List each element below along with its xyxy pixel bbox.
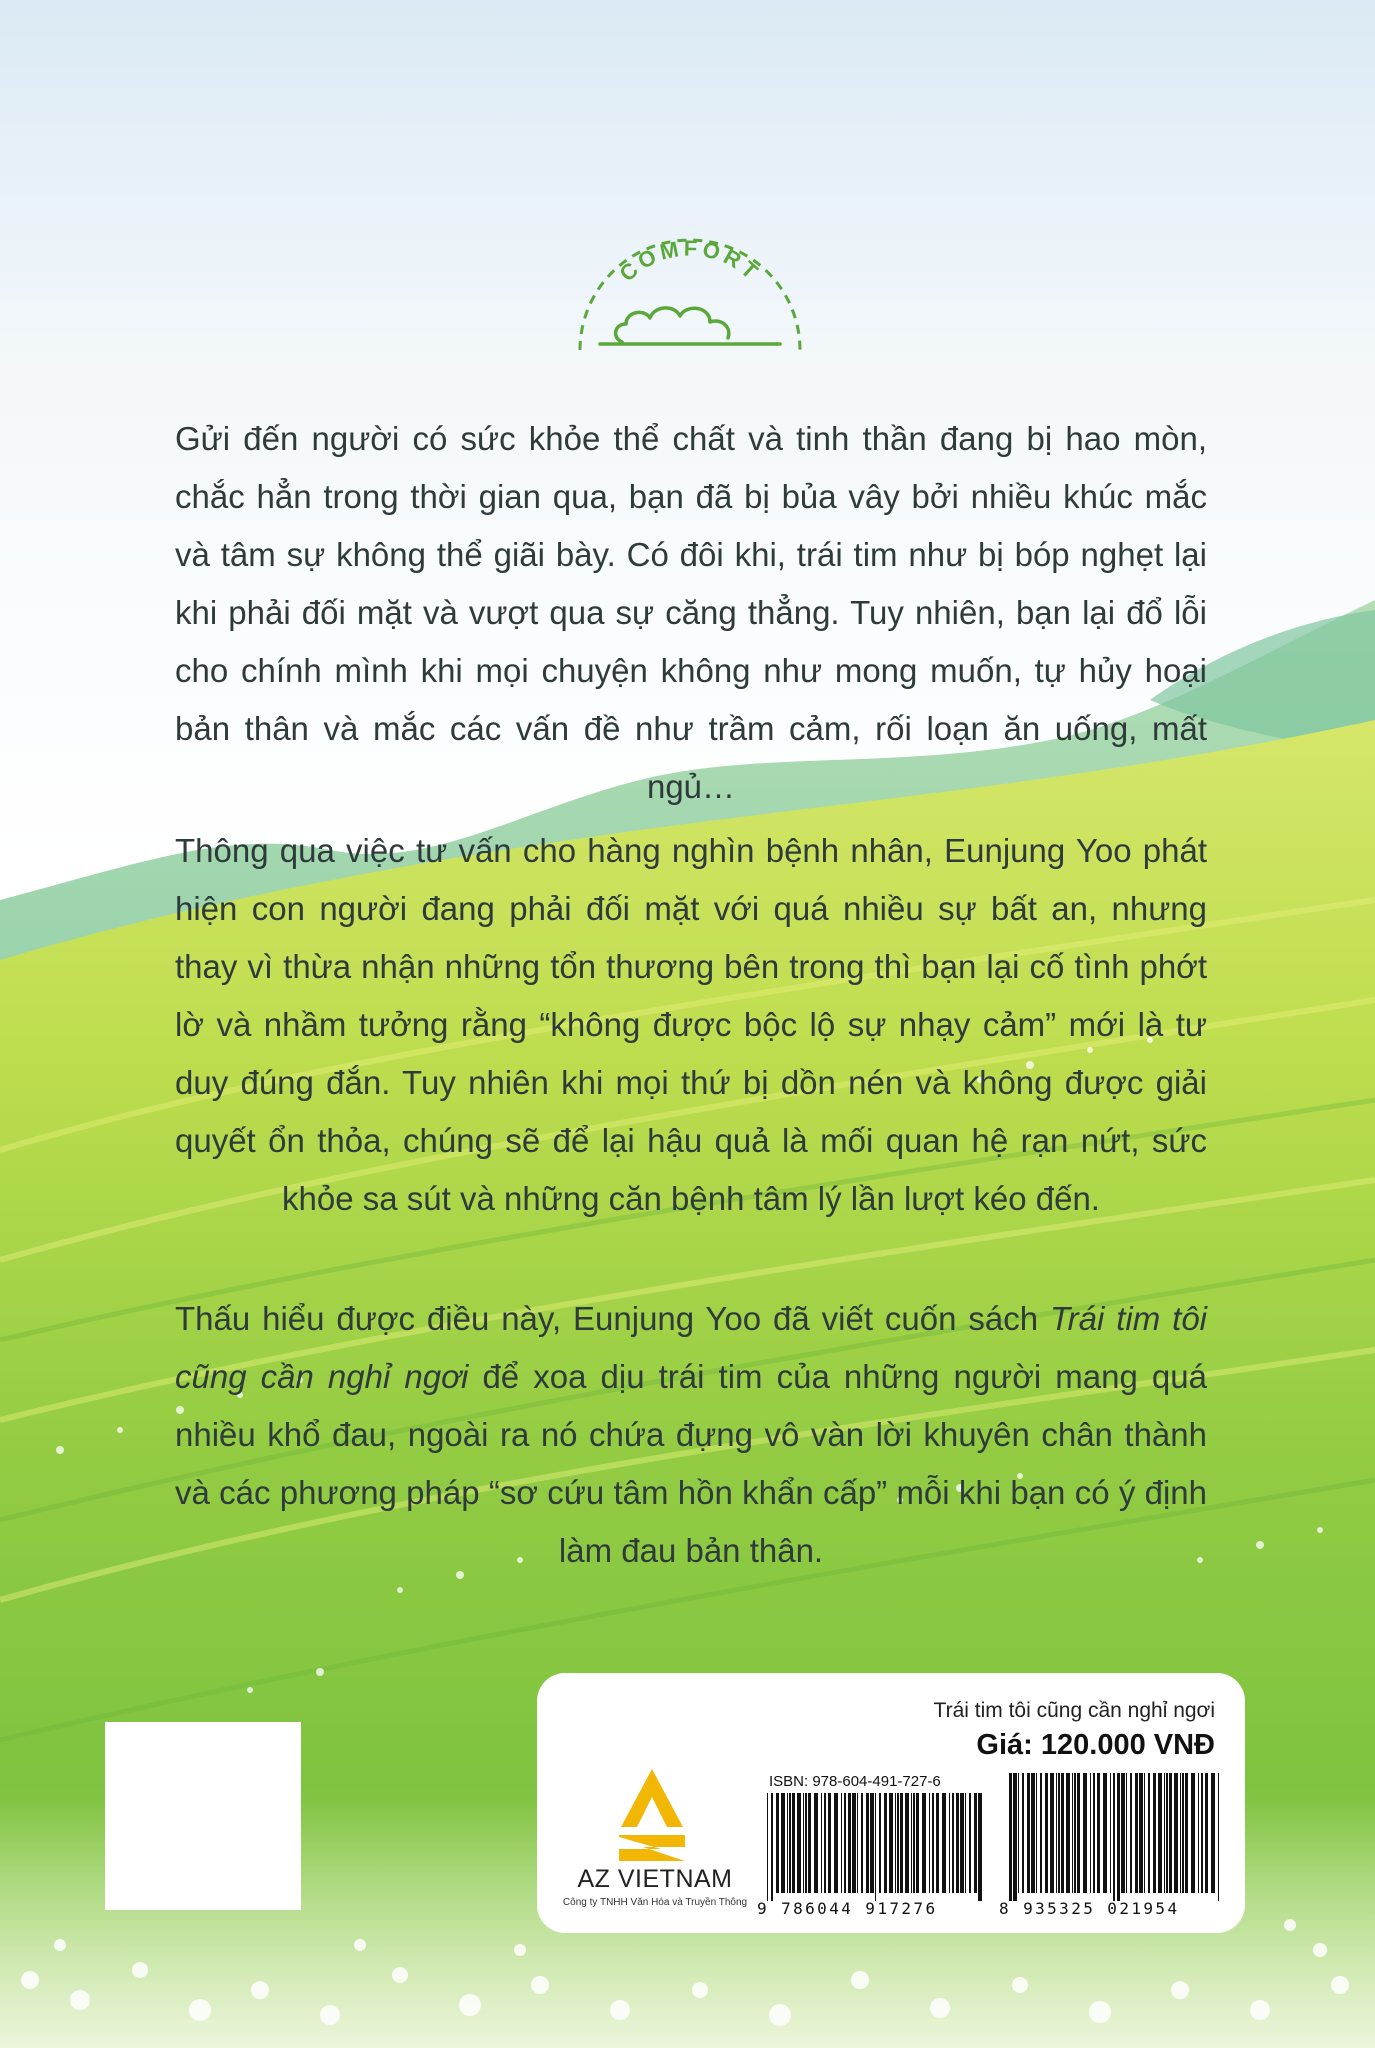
blank-label-area (105, 1722, 301, 1910)
barcode-bar (870, 1793, 874, 1893)
barcode-bar (1058, 1773, 1060, 1893)
barcode-bar (834, 1793, 838, 1893)
barcode-bar (857, 1793, 858, 1893)
comfort-logo (560, 232, 820, 362)
barcode-bar (808, 1793, 811, 1893)
barcode-bar (1158, 1773, 1162, 1893)
barcode-bar (900, 1793, 903, 1893)
barcode-bar (942, 1793, 946, 1893)
barcode-bar (911, 1793, 912, 1893)
barcode-bar (929, 1793, 930, 1893)
barcode-bar (767, 1793, 768, 1901)
barcode-bar (814, 1793, 818, 1893)
barcode-bar (1185, 1773, 1188, 1893)
barcode-bar (1066, 1773, 1070, 1893)
barcode-bar (1182, 1773, 1184, 1893)
barcode-bar (965, 1793, 966, 1893)
barcode-bar (1166, 1773, 1168, 1893)
barcode-bar (1077, 1773, 1080, 1893)
barcode-bar (792, 1793, 795, 1893)
barcode-bar (1097, 1773, 1100, 1893)
barcode-bar (1191, 1773, 1195, 1893)
barcode-bar (1211, 1773, 1215, 1893)
barcode-bar (776, 1793, 779, 1893)
barcode-bar (1174, 1773, 1178, 1893)
barcode-bar (936, 1793, 939, 1893)
az-logo-icon (577, 1765, 727, 1865)
publisher-subtitle: Công ty TNHH Văn Hóa và Truyền Thông (562, 1897, 748, 1908)
isbn-barcode-digits: 9 786044 917276 (757, 1899, 938, 1918)
barcode-bar (828, 1793, 831, 1893)
barcode-bar (1169, 1773, 1172, 1893)
barcode-bar (1027, 1773, 1030, 1893)
barcode-bar (875, 1793, 876, 1901)
barcode-bar (1139, 1773, 1143, 1893)
barcode-bar (974, 1793, 977, 1893)
barcode-bar (956, 1793, 959, 1893)
barcode-bar (932, 1793, 934, 1893)
barcode-bar (1201, 1773, 1203, 1893)
barcode-bar (844, 1793, 846, 1893)
barcode-bar (1180, 1773, 1181, 1893)
barcode-bar (1093, 1773, 1095, 1893)
barcode-bar (879, 1793, 881, 1893)
barcode-bar (1126, 1773, 1127, 1893)
svg-text:COMFORT (614, 235, 765, 286)
barcode-bar (805, 1793, 807, 1893)
info-panel (537, 1673, 1245, 1933)
barcode-bar (1130, 1773, 1132, 1893)
price-barcode (1007, 1773, 1221, 1901)
barcode-bar (1013, 1773, 1017, 1901)
barcode-bar (841, 1793, 842, 1893)
barcode-bar (1144, 1773, 1145, 1893)
barcode-bar (1148, 1773, 1150, 1893)
price-label: Giá: 120.000 VNĐ (976, 1729, 1215, 1761)
barcode-bar (1022, 1773, 1024, 1893)
barcode-bar (922, 1793, 926, 1893)
comfort-logo-text: COMFORT (614, 235, 766, 287)
barcode-bar (824, 1793, 826, 1893)
barcode-bar (960, 1793, 964, 1893)
book-title-small: Trái tim tôi cũng cần nghỉ ngơi (933, 1699, 1215, 1722)
barcode-bar (1205, 1773, 1208, 1893)
barcode-bar (797, 1793, 801, 1893)
cloud-icon (600, 308, 780, 344)
barcode-bar (781, 1793, 785, 1893)
barcode-bar (1153, 1773, 1156, 1893)
barcode-bar (1121, 1773, 1125, 1893)
publisher-name: AZ VIETNAM (577, 1865, 733, 1893)
barcode-bar (1110, 1773, 1111, 1893)
paragraph-insight: Thông qua việc tư vấn cho hàng nghìn bệnh nhân, Eunjung Yoo phát hiện con người đang phải đối mặt với quá nhiều sự bất an, nhưng thay vì thừa nhận những tổn thương bên trong thì bạn lại cố tình phớt lờ và nhầm tưởng rằng “không được bộc lộ sự nhạy cảm” mới là tư duy đúng đắn. Tuy nhiên khi mọi thứ bị dồn nén và không được giải quyết ổn thỏa, chúng sẽ để lại hậu quả là mối quan hệ rạn nứt, sức khỏe sa sút và những căn bệnh tâm lý lần lượt kéo đến. (175, 832, 1207, 1217)
barcode-bar (1198, 1773, 1199, 1893)
barcode-bar (949, 1793, 950, 1893)
paragraph-book-part1: Thấu hiểu được điều này, Eunjung Yoo đã viết cuốn sách (175, 1300, 1050, 1337)
barcode-bar (952, 1793, 954, 1893)
barcode-bar (1040, 1773, 1042, 1893)
isbn-barcode (765, 1793, 985, 1901)
barcode-bar (916, 1793, 919, 1893)
barcode-bar (884, 1793, 887, 1893)
barcode-bar (787, 1793, 788, 1893)
barcode-bar (897, 1793, 899, 1893)
barcode-bar (1090, 1773, 1091, 1893)
barcode-bar (861, 1793, 863, 1893)
barcode-bar (771, 1793, 773, 1901)
barcode-bar (978, 1793, 982, 1901)
barcode-bar (969, 1793, 971, 1893)
barcode-bar (905, 1793, 909, 1893)
paragraph-book-part2: để xoa dịu trái tim của những người mang quá nhiều khổ đau, ngoài ra nó chứa đựng vô vàn lời khuyên chân thành và các phương pháp “sơ cứu tâm hồn khẩn cấp” mỗi khi bạn có ý định làm đau bản thân. (175, 1358, 1207, 1569)
barcode-bar (895, 1793, 896, 1893)
barcode-bar (1074, 1773, 1076, 1893)
barcode-bar (1103, 1773, 1107, 1893)
barcode-bar (1031, 1773, 1035, 1893)
barcode-bar (1036, 1773, 1037, 1893)
barcode-bar (1072, 1773, 1073, 1893)
isbn-label: ISBN: 978-604-491-727-6 (769, 1773, 941, 1790)
barcode-bar (848, 1793, 851, 1893)
barcode-bar (1218, 1773, 1219, 1901)
barcode-bar (1135, 1773, 1138, 1893)
barcode-bar (821, 1793, 822, 1893)
barcode-bar (1056, 1773, 1057, 1893)
barcode-bar (913, 1793, 915, 1893)
barcode-bar (1117, 1773, 1120, 1901)
barcode-bar (866, 1793, 869, 1893)
barcode-bar (789, 1793, 791, 1893)
paragraph-book (175, 1290, 1207, 1580)
barcode-bar (1045, 1773, 1048, 1893)
barcode-bar (1050, 1773, 1054, 1893)
barcode-bar (1113, 1773, 1115, 1901)
barcode-bar (1164, 1773, 1165, 1893)
barcode-bar (852, 1793, 856, 1893)
barcode-bar (1009, 1773, 1012, 1901)
book-title-italic: Trái tim tôi cũng cần nghỉ ngơi (175, 1300, 1207, 1395)
barcode-bar (1083, 1773, 1087, 1893)
paragraph-intro: Gửi đến người có sức khỏe thể chất và tinh thần đang bị hao mòn, chắc hẳn trong thời gian qua, bạn đã bị bủa vây bởi nhiều khúc mắc và tâm sự không thể giãi bày. Có đôi khi, trái tim như bị bóp nghẹt lại khi phải đối mặt và vượt qua sự căng thẳng. Tuy nhiên, bạn lại đổ lỗi cho chính mình khi mọi chuyện không như mong muốn, tự hủy hoại bản thân và mắc các vấn đề như trầm cảm, rối loạn ăn uống, mất ngủ… (175, 420, 1207, 805)
barcode-bar (1018, 1773, 1019, 1893)
barcode-bar (803, 1793, 804, 1893)
barcode-bar (1061, 1773, 1064, 1893)
barcode-bar (889, 1793, 893, 1893)
price-barcode-digits: 8 935325 021954 (999, 1899, 1180, 1918)
